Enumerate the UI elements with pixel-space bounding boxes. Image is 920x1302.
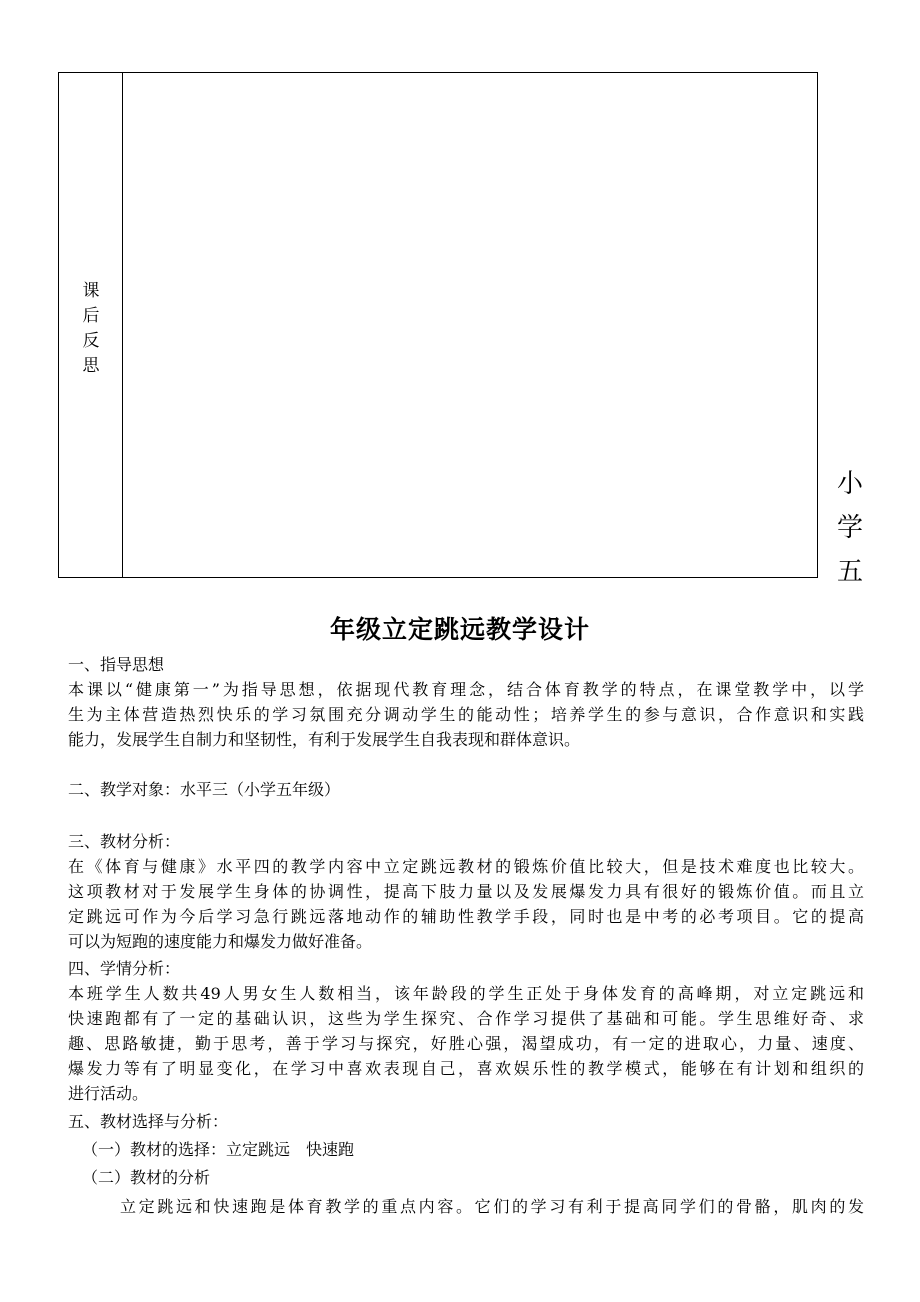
title-vertical-char: 学 [836, 513, 863, 543]
paragraph-line: 爆发力等有了明显变化，在学习中喜欢表现自己，喜欢娱乐性的教学模式，能够在有计划和组织的 [68, 1059, 864, 1078]
paragraph-line: 定跳远可作为今后学习急行跳远落地动作的辅助性教学手段，同时也是中考的必考项目。它的提高 [68, 907, 864, 926]
document-title: 年级立定跳远教学设计 [329, 615, 590, 644]
subsection-heading: （二）教材的分析 [82, 1168, 211, 1187]
paragraph-line: 本课以“健康第一”为指导思想，依据现代教育理念，结合体育教学的特点，在课堂教学中，以学 [68, 680, 864, 699]
reflection-label [59, 279, 123, 379]
section-teaching-object [68, 777, 864, 802]
paragraph-line: 能力，发展学生自制力和坚韧性，有利于发展学生自我表现和群体意识。 [68, 730, 581, 749]
paragraph-line: 生为主体营造热烈快乐的学习氛围充分调动学生的能动性；培养学生的参与意识，合作意识和实践 [68, 705, 864, 724]
title-vertical-char: 五 [836, 557, 863, 587]
paragraph-line: 趣、思路敏捷，勤于思考，善于学习与探究，好胜心强，渴望成功，有一定的进取心，力量、速度、 [68, 1034, 864, 1053]
paragraph-line: 快速跑都有了一定的基础认识，这些为学生探究、合作学习提供了基础和可能。学生思维好奇、求 [68, 1009, 864, 1028]
section-guiding-ideology [68, 652, 864, 752]
section-heading: 一、指导思想 [68, 655, 165, 674]
label-char: 课 [82, 281, 100, 301]
title-vertical-char: 小 [836, 469, 863, 499]
label-char: 思 [82, 356, 100, 376]
reflection-content-cell [123, 73, 817, 577]
section-heading: 二、教学对象：水平三（小学五年级） [68, 780, 341, 799]
paragraph-line: 这项教材对于发展学生身体的协调性，提高下肢力量以及发展爆发力具有很好的锻炼价值。而且立 [68, 882, 864, 901]
section-material-analysis [68, 829, 864, 954]
section-student-analysis [68, 956, 864, 1106]
paragraph-line: 在《体育与健康》水平四的教学内容中立定跳远教材的锻炼价值比较大，但是技术难度也比较大。 [68, 857, 864, 876]
section-material-selection [68, 1109, 864, 1219]
section-heading: 五、教材选择与分析： [68, 1112, 229, 1131]
reflection-label-cell [59, 73, 123, 577]
title-vertical [830, 462, 870, 594]
reflection-table [58, 72, 818, 578]
section-heading: 四、学情分析： [68, 959, 181, 978]
paragraph-line: 进行活动。 [68, 1084, 149, 1103]
paragraph-line: 立定跳远和快速跑是体育教学的重点内容。它们的学习有利于提高同学们的骨骼，肌肉的发 [120, 1197, 864, 1216]
paragraph-line: 可以为短跑的速度能力和爆发力做好准备。 [68, 932, 373, 951]
subsection-heading: （一）教材的选择：立定跳远 快速跑 [82, 1140, 355, 1159]
paragraph-line: 本班学生人数共49人男女生人数相当，该年龄段的学生正处于身体发育的高峰期，对立定跳远和 [68, 984, 864, 1003]
label-char: 后 [82, 306, 100, 326]
section-heading: 三、教材分析： [68, 832, 181, 851]
label-char: 反 [82, 331, 100, 351]
